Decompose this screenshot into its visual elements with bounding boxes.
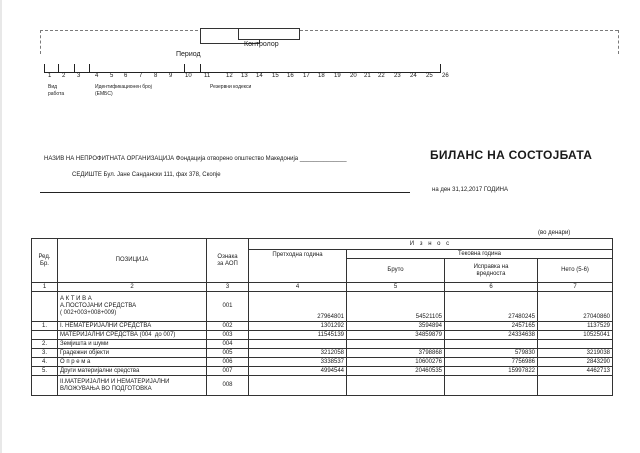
row-position: А К Т И В А А.ПОСТОЈАНИ СРЕДСТВА ( 002+003+008+009) <box>58 292 207 322</box>
form-left-border <box>40 30 41 54</box>
row-net: 1137529 <box>538 322 613 331</box>
row-number <box>32 376 58 396</box>
col-number: 5 <box>347 283 445 292</box>
tick <box>44 64 45 73</box>
controller-box <box>238 28 300 40</box>
row-position: Други материјални средства <box>58 367 207 376</box>
org-seat: СЕДИШТЕ Бул. Јане Сандански 111, фах 378, Скопје <box>72 172 221 178</box>
row-gross: 34859879 <box>347 331 445 340</box>
row-aop: 004 <box>207 340 249 349</box>
digit-label: 10 <box>185 73 192 79</box>
row-gross: 3798868 <box>347 349 445 358</box>
digit-label: 6 <box>124 73 128 79</box>
seat-underline <box>40 192 410 193</box>
digit-label: 23 <box>394 73 401 79</box>
row-aop: 006 <box>207 358 249 367</box>
org-name: НАЗИВ НА НЕПРОФИТНАТА ОРГАНИЗАЦИЈА Фондација отворено општество Македонија ______________ <box>44 156 347 162</box>
header-ispravka: Исправка на вредноста <box>445 259 538 283</box>
table-body <box>32 292 613 396</box>
row-aop: 005 <box>207 349 249 358</box>
row-number <box>32 331 58 340</box>
table-row <box>32 358 613 367</box>
digit-label: 9 <box>169 73 173 79</box>
table-row <box>32 322 613 331</box>
digit-label: 25 <box>426 73 433 79</box>
document-title: БИЛАНС НА СОСТОЈБАТА <box>430 148 593 162</box>
row-gross: 10600276 <box>347 358 445 367</box>
row-gross: 54521105 <box>347 292 445 322</box>
digit-label: 15 <box>272 73 279 79</box>
tick <box>184 64 185 73</box>
col-number: 4 <box>249 283 347 292</box>
table-row <box>32 376 613 396</box>
row-gross: 20460535 <box>347 367 445 376</box>
row-net <box>538 340 613 349</box>
row-adjustment <box>445 340 538 349</box>
row-number <box>32 292 58 322</box>
digit-label: 13 <box>241 73 248 79</box>
row-position: II.МАТЕРИЈАЛНИ И НЕМАТЕРИЈАЛНИ ВЛОЖУВАЊА ВО ПОДГОТОВКА <box>58 376 207 396</box>
balance-table <box>31 238 613 396</box>
digit-label: 4 <box>95 73 99 79</box>
digit-label: 8 <box>154 73 158 79</box>
digit-label: 11 <box>204 73 211 79</box>
field-vid: Вид работа <box>48 84 65 97</box>
header-iznos: И з н о с <box>249 239 613 250</box>
header-aop: Ознака за АОП <box>207 239 249 283</box>
form-top-border <box>40 30 618 31</box>
header-red-br: Ред. Бр. <box>32 239 58 283</box>
row-adjustment: 7756986 <box>445 358 538 367</box>
row-previous-year: 3338537 <box>249 358 347 367</box>
row-adjustment: 15997822 <box>445 367 538 376</box>
row-gross <box>347 376 445 396</box>
controller-label: Контролор <box>244 41 279 48</box>
header-bruto: Бруто <box>347 259 445 283</box>
digit-label: 7 <box>139 73 143 79</box>
digit-label: 26 <box>442 73 449 79</box>
col-number: 3 <box>207 283 249 292</box>
digit-label: 24 <box>410 73 417 79</box>
row-previous-year: 1301292 <box>249 322 347 331</box>
digit-label: 22 <box>378 73 385 79</box>
scan-edge <box>0 0 2 453</box>
row-previous-year <box>249 376 347 396</box>
header-prethodna: Претходна година <box>249 250 347 283</box>
row-adjustment: 2457165 <box>445 322 538 331</box>
col-number: 1 <box>32 283 58 292</box>
digit-label: 18 <box>318 73 325 79</box>
row-net: 2843290 <box>538 358 613 367</box>
form-right-border <box>618 30 619 54</box>
report-date: на ден 31,12,2017 ГОДИНА <box>432 187 508 193</box>
row-number: 4. <box>32 358 58 367</box>
row-net: 27040860 <box>538 292 613 322</box>
table-row <box>32 292 613 322</box>
row-net: 3219038 <box>538 349 613 358</box>
digit-label: 20 <box>350 73 357 79</box>
digit-label: 14 <box>256 73 263 79</box>
row-position: Градежни објекти <box>58 349 207 358</box>
tick <box>200 64 201 73</box>
row-adjustment <box>445 376 538 396</box>
row-aop: 001 <box>207 292 249 322</box>
row-position: О п р е м а <box>58 358 207 367</box>
row-net: 10525041 <box>538 331 613 340</box>
row-previous-year: 11545139 <box>249 331 347 340</box>
period-label: Период <box>176 51 201 58</box>
row-previous-year: 27964801 <box>249 292 347 322</box>
row-aop: 007 <box>207 367 249 376</box>
row-aop: 002 <box>207 322 249 331</box>
header-pozicija: ПОЗИЦИЈА <box>58 239 207 283</box>
row-position: I. НЕМАТЕРИЈАЛНИ СРЕДСТВА <box>58 322 207 331</box>
row-adjustment: 27480245 <box>445 292 538 322</box>
row-position: МАТЕРИЈАЛНИ СРЕДСТВА (004 до 007) <box>58 331 207 340</box>
header-neto: Нето (5-6) <box>538 259 613 283</box>
table-row <box>32 331 613 340</box>
table-row <box>32 340 613 349</box>
digit-label: 16 <box>287 73 294 79</box>
digit-label: 5 <box>110 73 114 79</box>
field-reserve: Резервни кодекси <box>210 84 252 90</box>
row-number: 3. <box>32 349 58 358</box>
row-position: Земјишта и шуми <box>58 340 207 349</box>
digit-label: 3 <box>77 73 81 79</box>
row-gross <box>347 340 445 349</box>
row-net: 4462713 <box>538 367 613 376</box>
row-aop: 008 <box>207 376 249 396</box>
col-number: 2 <box>58 283 207 292</box>
digit-label: 1 <box>48 73 52 79</box>
currency-note: (во денари) <box>538 230 571 236</box>
digit-label: 19 <box>334 73 341 79</box>
tick <box>440 64 441 73</box>
column-number-row <box>32 283 613 292</box>
col-number: 7 <box>538 283 613 292</box>
digit-label: 2 <box>62 73 66 79</box>
row-number: 1. <box>32 322 58 331</box>
row-aop: 003 <box>207 331 249 340</box>
digit-label: 12 <box>226 73 233 79</box>
row-previous-year <box>249 340 347 349</box>
tick <box>58 64 59 73</box>
header-tekovna: Тековна година <box>347 250 613 259</box>
field-id: Идентификационен број (ЕМБС) <box>95 84 152 97</box>
table-row <box>32 349 613 358</box>
row-previous-year: 3212058 <box>249 349 347 358</box>
digit-label: 21 <box>364 73 371 79</box>
row-number: 5. <box>32 367 58 376</box>
tick <box>74 64 75 73</box>
digit-label: 17 <box>303 73 310 79</box>
row-number: 2. <box>32 340 58 349</box>
row-net <box>538 376 613 396</box>
row-previous-year: 4994544 <box>249 367 347 376</box>
row-adjustment: 24334638 <box>445 331 538 340</box>
col-number: 6 <box>445 283 538 292</box>
tick <box>89 64 90 73</box>
row-adjustment: 579830 <box>445 349 538 358</box>
row-gross: 3594894 <box>347 322 445 331</box>
table-row <box>32 367 613 376</box>
